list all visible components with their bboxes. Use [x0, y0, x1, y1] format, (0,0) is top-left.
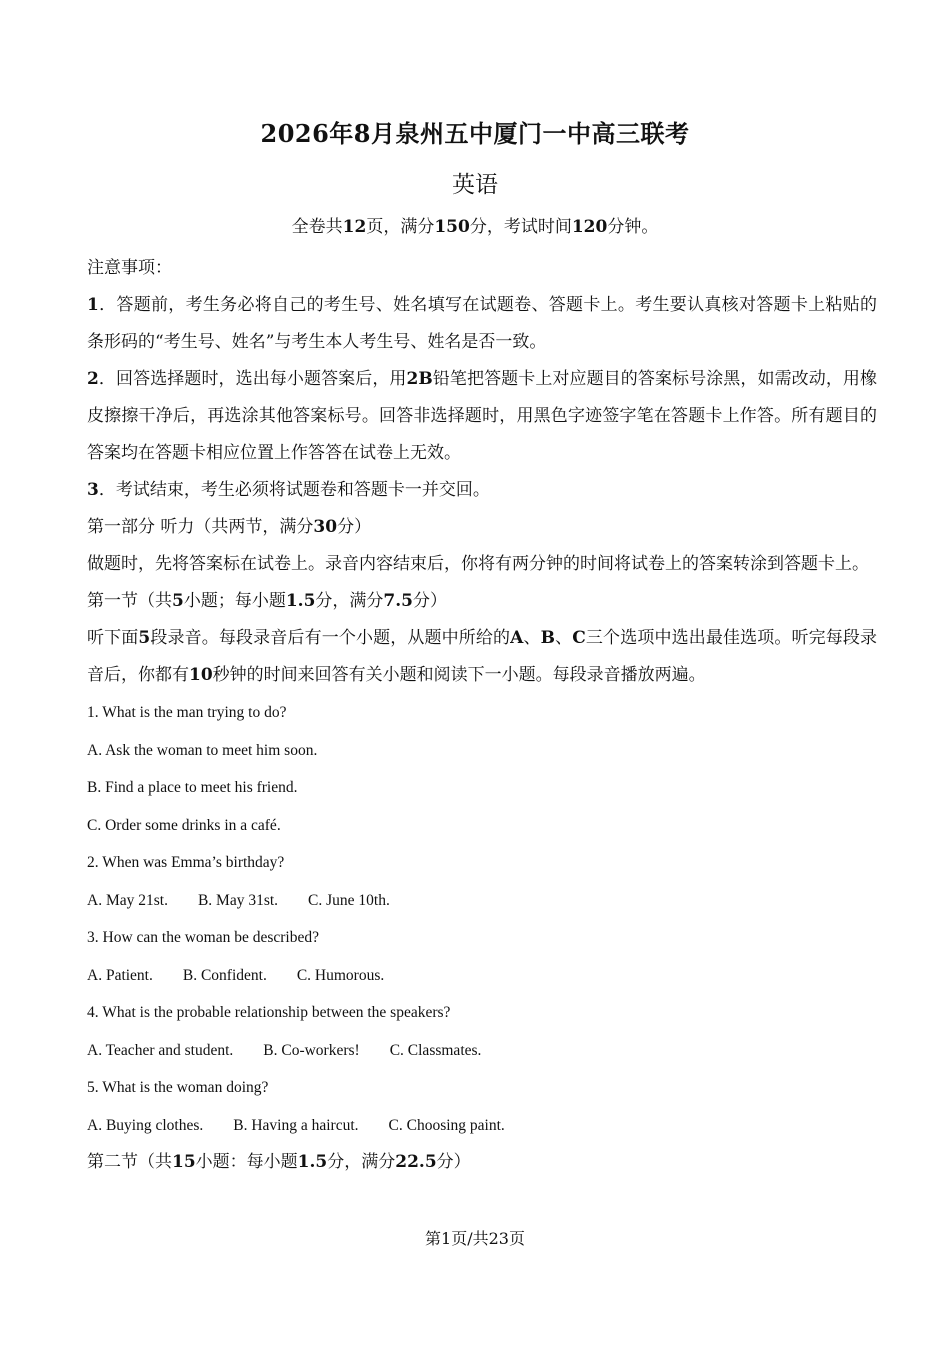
question-3-option-b: B. Confident. — [182, 966, 267, 984]
page-footer: 第1页/共23页 — [425, 1229, 525, 1248]
question-4-option-b: B. Co-workers! — [263, 1041, 360, 1059]
question-4-option-a: A. Teacher and student. — [87, 1041, 234, 1059]
notes-heading: 注意事项： — [87, 258, 172, 278]
section2-heading: 第二节（共15小题：每小题1.5分，满分22.5分） — [87, 1152, 471, 1172]
question-2-options — [87, 882, 877, 920]
question-5-option-c: C. Choosing paint. — [388, 1116, 505, 1134]
subject-title: 英语 — [452, 172, 498, 198]
question-2: 2. When was Emma’s birthday? — [87, 854, 285, 871]
question-3-option-c: C. Humorous. — [296, 966, 385, 984]
exam-title: 2026年8月泉州五中厦门一中高三联考 — [260, 119, 690, 148]
question-4-option-c: C. Classmates. — [389, 1041, 482, 1059]
question-1-option-c: C. Order some drinks in a café. — [87, 816, 281, 834]
note-item-3: 3．考试结束，考生必须将试题卷和答题卡一并交回。 — [87, 480, 490, 500]
note-item-1: 1．答题前，考生务必将自己的考生号、姓名填写在试题卷、答题卡上。考生要认真核对答题卡上粘贴的条形码的“考生号、姓名”与考生本人考生号、姓名是否一致。 — [87, 295, 877, 352]
exam-body — [87, 250, 877, 1181]
question-3: 3. How can the woman be described? — [87, 929, 319, 946]
note-item-2: 2．回答选择题时，选出每小题答案后，用2B铅笔把答题卡上对应题目的答案标号涂黑，如需改动，用橡皮擦擦干净后，再选涂其他答案标号。回答非选择题时，用黑色字迹签字笔在答题卡上作答。所有题目的答案均在答题卡相应位置上作答答在试卷上无效。 — [87, 369, 878, 463]
question-3-option-a: A. Patient. — [87, 966, 153, 984]
section1-instruction: 听下面5段录音。每段录音后有一个小题，从题中所给的A、B、C三个选项中选出最佳选项。听完每段录音后，你都有10秒钟的时间来回答有关小题和阅读下一小题。每段录音播放两遍。 — [87, 628, 878, 685]
part1-instruction: 做题时，先将答案标在试卷上。录音内容结束后，你将有两分钟的时间将试卷上的答案转涂到答题卡上。 — [87, 554, 869, 574]
question-5: 5. What is the woman doing? — [87, 1079, 269, 1096]
exam-info: 全卷共12页，满分150分，考试时间120分钟。 — [291, 217, 659, 237]
question-5-options — [87, 1107, 877, 1145]
part1-heading: 第一部分 听力（共两节，满分30分） — [87, 517, 372, 537]
question-5-option-b: B. Having a haircut. — [233, 1116, 359, 1134]
question-5-option-a: A. Buying clothes. — [87, 1116, 204, 1134]
section1-heading: 第一节（共5小题；每小题1.5分，满分7.5分） — [87, 591, 447, 611]
question-2-option-a: A. May 21st. — [87, 891, 168, 909]
question-3-options — [87, 957, 877, 995]
question-1: 1. What is the man trying to do? — [87, 704, 287, 721]
question-1-option-b: B. Find a place to meet his friend. — [87, 779, 298, 796]
question-1-option-a: A. Ask the woman to meet him soon. — [87, 741, 318, 759]
question-2-option-b: B. May 31st. — [197, 891, 279, 909]
question-4-options — [87, 1032, 877, 1070]
question-2-option-c: C. June 10th. — [308, 891, 390, 909]
question-4: 4. What is the probable relationship between the speakers? — [87, 1004, 451, 1021]
